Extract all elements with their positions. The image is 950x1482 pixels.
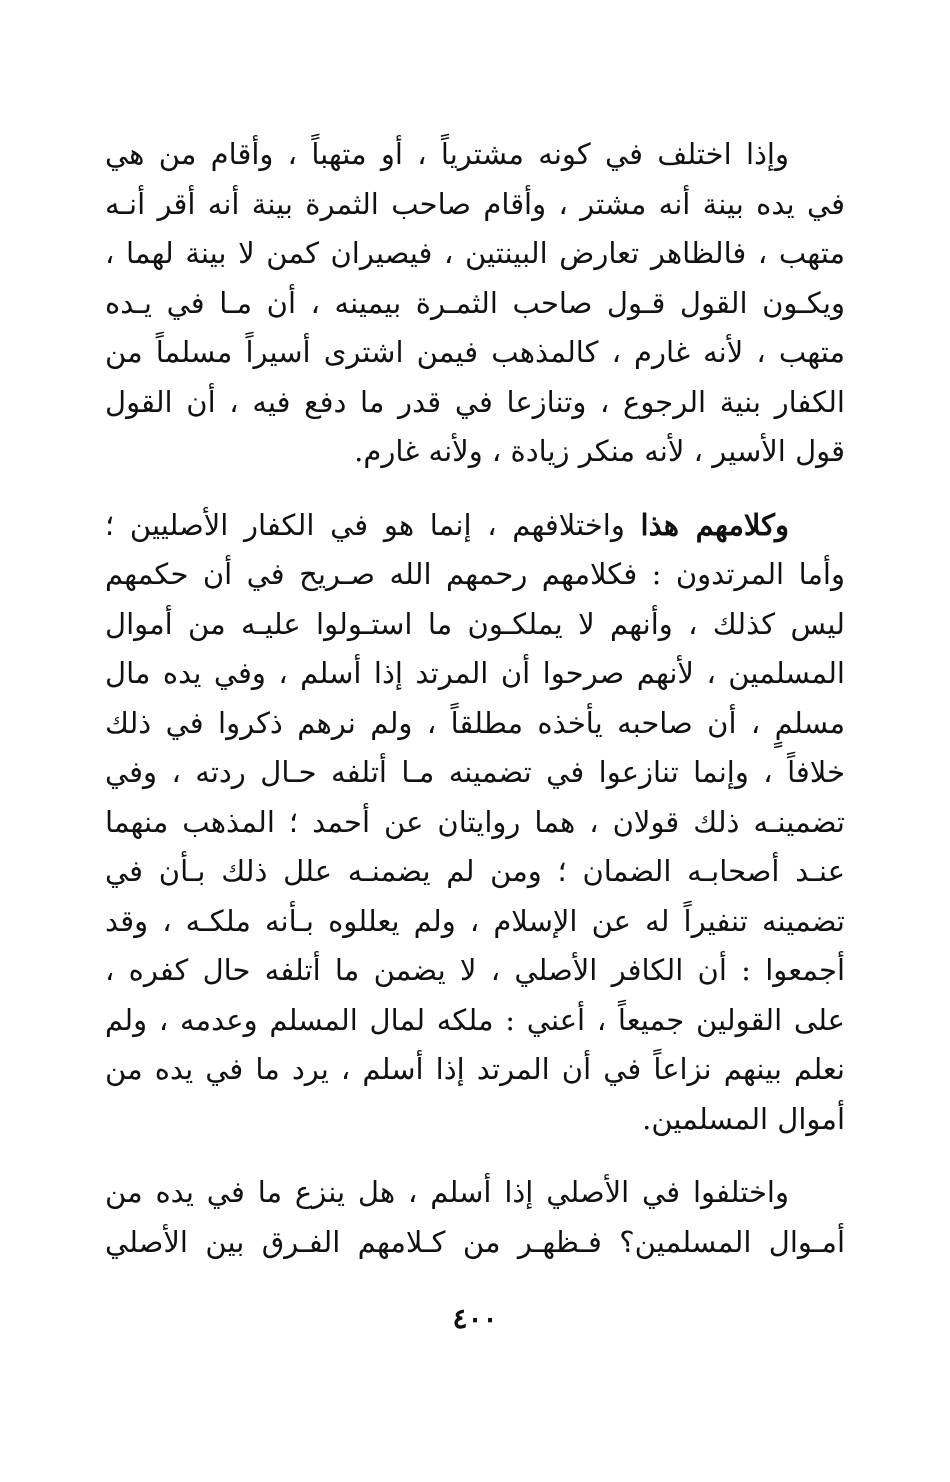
text-line: تضمينه تنفيراً له عن الإسلام ، ولم يعللوه بـأنه ملكـه ، وقد	[105, 903, 845, 938]
text-line: خلافاً ، وإنما تنازعوا في تضمينه مـا أتلفه حـال ردته ، وفي	[105, 755, 845, 789]
text-line: في يده بينة أنه مشتر ، وأقام صاحب الثمرة بينة أنه أقر أنـه	[105, 186, 845, 221]
text-line-content: واختلافهم ، إنما هو في الكفار الأصليين ؛	[105, 507, 641, 542]
text-line-content: واختلفوا في الأصلي إذا أسلم ، هل ينزع ما في يده من	[105, 1175, 789, 1209]
text-line: نعلم بينهم نزاعاً في أن المرتد إذا أسلم ، يرد ما في يده من	[105, 1052, 845, 1086]
text-line: متهب ، فالظاهر تعارض البينتين ، فيصيران كمن لا بينة لهما ،	[105, 236, 845, 270]
paragraph-3	[105, 1168, 845, 1267]
text-line: أجمعوا : أن الكافر الأصلي ، لا يضمن ما أتلفه حال كفره ،	[105, 953, 845, 987]
text-line: على القولين جميعاً ، أعني : ملكه لمال المسلم وعدمه ، ولم	[105, 1002, 845, 1037]
text-line	[105, 130, 845, 180]
page-number: ٤٠٠	[452, 1302, 498, 1335]
text-line	[105, 501, 845, 551]
paragraph-1	[105, 130, 845, 477]
text-line: أمـوال المسلمين؟ فـظهـر من كـلامهم الفـرق بين الأصلي	[105, 1224, 845, 1259]
text-line: قول الأسير ، لأنه منكر زيادة ، ولأنه غارم.	[354, 434, 845, 468]
text-line: ويكـون القول قـول صاحب الثمـرة بيمينه ، أن مـا في يـده	[105, 285, 845, 320]
text-line	[105, 1168, 845, 1218]
text-line: متهب ، لأنه غارم ، كالمذهب فيمن اشترى أسيراً مسلماً من	[105, 335, 845, 369]
text-line: أموال المسلمين.	[642, 1101, 845, 1136]
text-line: المسلمين ، لأنهم صرحوا أن المرتد إذا أسلم ، وفي يده مال	[105, 656, 845, 690]
text-line: مسلمٍ ، أن صاحبه يأخذه مطلقاً ، ولم نرهم ذكروا في ذلك	[105, 705, 845, 740]
paragraph-lead-bold: وكلامهم هذا	[640, 507, 789, 542]
text-line: وأما المرتدون : فكلامهم رحمهم الله صـريح في أن حكمهم	[105, 557, 845, 591]
text-line: الكفار بنية الرجوع ، وتنازعا في قدر ما دفع فيه ، أن القول	[105, 384, 845, 419]
text-line: تضمينـه ذلك قولان ، هما روايتان عن أحمد ؛ المذهب منهما	[105, 804, 845, 839]
text-line-content: وإذا اختلف في كونه مشترياً ، أو متهباً ، وأقام من هي	[105, 137, 789, 171]
paragraph-2	[105, 501, 845, 1145]
text-line: ليس كذلك ، وأنهم لا يملكـون ما استـولوا عليـه من أموال	[105, 606, 845, 641]
text-line: عنـد أصحابـه الضمان ؛ ومن لم يضمنـه علل ذلك بـأن في	[105, 854, 845, 888]
